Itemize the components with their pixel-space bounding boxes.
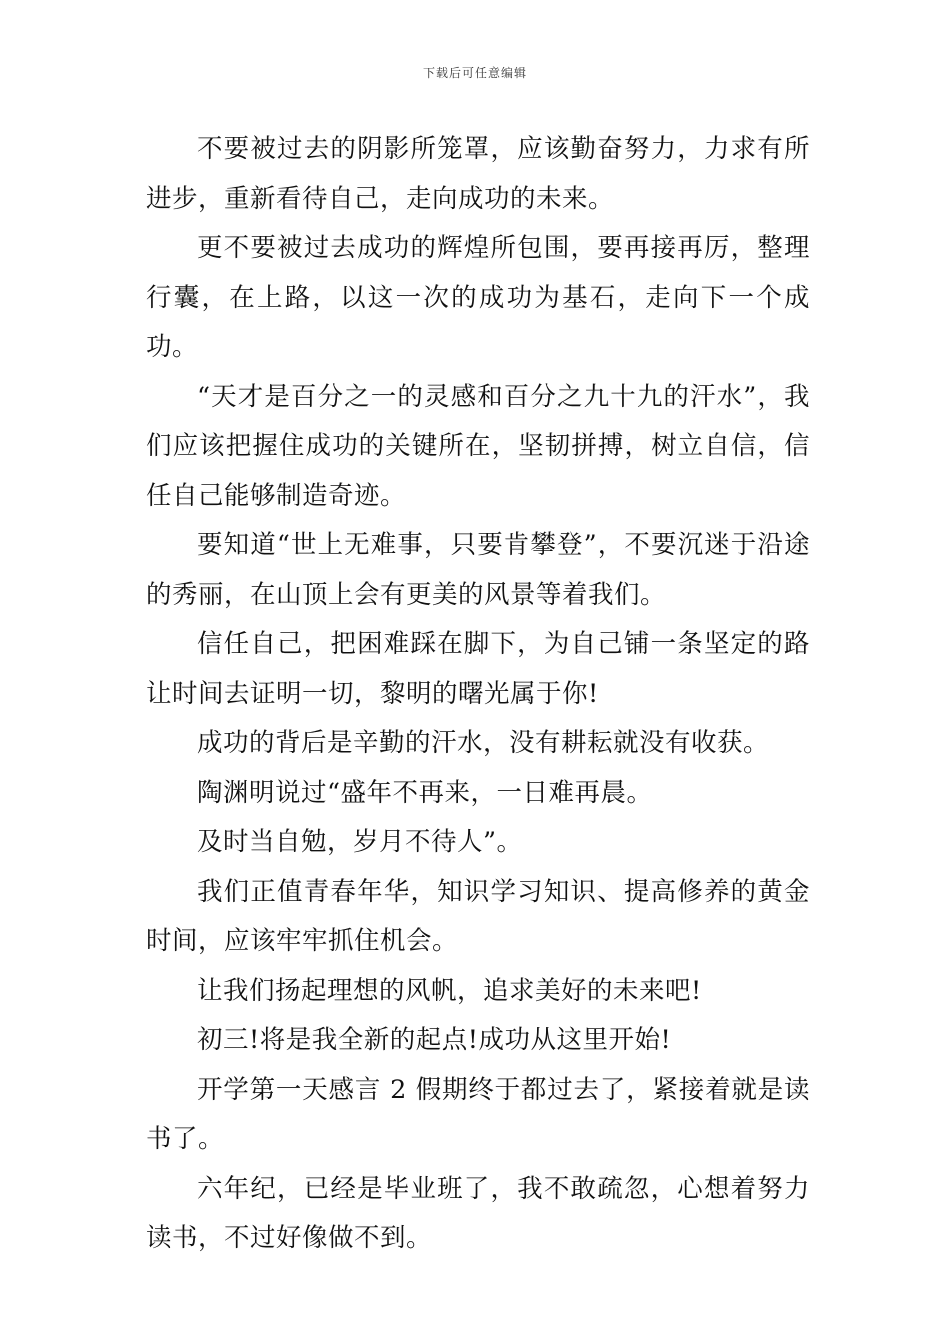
document-body: [146, 125, 810, 1264]
page-header-note: 下载后可任意编辑: [422, 66, 527, 80]
paragraph: 要知道“世上无难事，只要肯攀登”，不要沉迷于沿途的秀丽，在山顶上会有更美的风景等着我们。: [146, 530, 810, 610]
paragraph: 及时当自勉，岁月不待人”。: [197, 827, 523, 857]
paragraph: 更不要被过去成功的辉煌所包围，要再接再厉，整理行囊，在上路，以这一次的成功为基石，走向下一个成功。: [146, 233, 810, 362]
paragraph: “天才是百分之一的灵感和百分之九十九的汗水”，我们应该把握住成功的关键所在，坚韧拼搏，树立自信，信任自己能够制造奇迹。: [146, 381, 810, 511]
paragraph: 开学第一天感言 2 假期终于都过去了，紧接着就是读书了。: [146, 1074, 810, 1154]
paragraph: 初三!将是我全新的起点!成功从这里开始!: [197, 1025, 672, 1055]
paragraph: 成功的背后是辛勤的汗水，没有耕耘就没有收获。: [197, 728, 770, 758]
paragraph: 让我们扬起理想的风帆，追求美好的未来吧!: [197, 975, 702, 1006]
paragraph: 不要被过去的阴影所笼罩，应该勤奋努力，力求有所进步，重新看待自己，走向成功的未来。: [146, 134, 810, 214]
paragraph: 陶渊明说过“盛年不再来，一日难再晨。: [197, 777, 653, 808]
paragraph: 信任自己，把困难踩在脚下，为自己铺一条坚定的路让时间去证明一切，黎明的曙光属于你!: [146, 629, 810, 709]
paragraph: 六年纪，已经是毕业班了，我不敢疏忽，心想着努力读书，不过好像做不到。: [146, 1173, 810, 1253]
paragraph: 我们正值青春年华，知识学习知识、提高修养的黄金时间，应该牢牢抓住机会。: [146, 876, 810, 956]
